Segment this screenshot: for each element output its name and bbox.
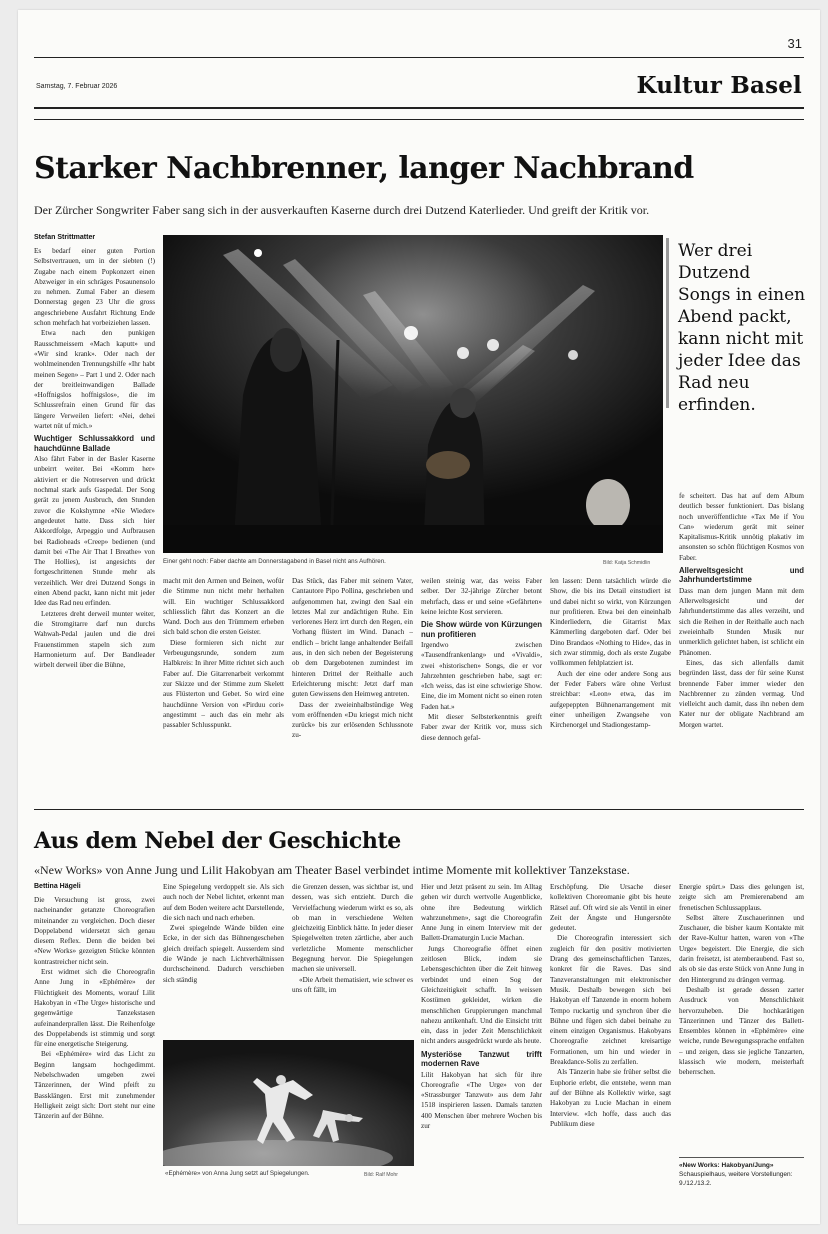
dance-photo bbox=[163, 1040, 414, 1166]
pull-quote: Wer drei Dutzend Songs in einen Abend packt, kann nicht mit jeder Idee das Rad neu erfinden. bbox=[678, 241, 806, 415]
article2-column-2 bbox=[163, 882, 284, 1032]
paragraph: Energie spürt.» Dass dies gelungen ist, zeigte sich am Premierenabend am frenetischen Schlussapplaus. bbox=[679, 883, 804, 912]
event-info-text: Schauspielhaus, weitere Vorstellungen: 9./12./13.2. bbox=[679, 1171, 793, 1187]
paragraph: len lassen: Denn tatsächlich würde die Show, die bis ins Detail einstudiert ist und dabei nicht so wirkt, von Kürzungen nur profitieren. Etwa bei den eineinhalb Kinderliedern, die Gitarrist Max Kämmerling dargeboten darf. Oder bei Dino Brandaos «Nothing to Hide», das in sich zwar stimmig, doch als erste Zugabe vollkommen fehlplatziert ist. bbox=[550, 577, 671, 668]
top-rule bbox=[34, 57, 804, 58]
paragraph: weilen steinig war, das weiss Faber selber. Der 32-jährige Zürcher betont mehrfach, dass er und seine «Gefährten» keine leichte Kost servieren. bbox=[421, 577, 542, 616]
page-number: 31 bbox=[787, 36, 802, 51]
event-info-box bbox=[679, 1161, 804, 1188]
paragraph: Erschöpfung. Die Ursache dieser kollektiven Choreomanie gibt bis heute Rätsel auf. Oft wird sie als Ventil in einer Zeit der Ängste und Hungersnöte gedeutet. bbox=[550, 883, 671, 933]
subheading: Die Show würde von Kürzungen nun profitieren bbox=[421, 620, 542, 639]
dance-stage-image bbox=[163, 1040, 414, 1166]
paragraph: Eines, das sich allenfalls damit begründen lässt, dass der für seine Kunst brennende Faber immer wieder den Nachbrenner zu zünden vermag. Und vielleicht auch damit, dass ihn neben dem Kater nur der obligate Nachbrand am Morgen wartet. bbox=[679, 658, 804, 729]
article1-byline: Stefan Strittmatter bbox=[34, 234, 96, 241]
subheading: Allerweltsgesicht und Jahrhundertstimme bbox=[679, 566, 804, 585]
section-title: Kultur Basel bbox=[636, 72, 802, 99]
article1-headline: Starker Nachbrenner, langer Nachbrand bbox=[34, 151, 694, 186]
paragraph: Also fährt Faber in der Basler Kaserne unbeirrt weiter. Bei «Komm her» aktiviert er die Notreserven und drückt nochmal stark aufs Gaspedal. Der Song gerät zu jenem Ausbruch, den Stunden zuvor die Kokshymne «Nie Wieder» angedeutet hatte. Dass sich hier Akkordfolge, Arpeggio und Aufbrausen bei Radioheads «Creep» bedienen (und damit bei «The Air That I Breathe» von The Hollies), ist angesichts der fortgeschrittenen Stunde mehr als verzeihlich. Wer drei Dutzend Songs in einen Abend packt, kann nicht mit jeder Idee das Rad neu erfinden. bbox=[34, 455, 155, 608]
article2-column-3 bbox=[292, 882, 413, 1032]
event-info-title: «New Works: Hakobyan/Jung» bbox=[679, 1162, 774, 1169]
pull-quote-bar bbox=[666, 238, 669, 408]
article1-column-6 bbox=[679, 491, 804, 800]
paragraph: fe scheitert. Das hat auf dem Album deutlich besser funktioniert. Das bislang noch unveröffentlichte «Tax Me if You Can» wiederum gerät mit seiner Kapitalismus-Kritik unnötig plakativ im ansonsten so schön flüchtigen Kosmos von Faber. bbox=[679, 492, 804, 562]
paragraph: Dass der zweieinhalbstündige Weg vom eröffnenden «Du kriegst mich nicht zurück» bis zur erlösenden Schlussnote zu- bbox=[292, 700, 413, 740]
newspaper-page bbox=[18, 10, 820, 1224]
paragraph: Dass man dem jungen Mann mit dem Allerweltsgesicht und der Jahrhundertstimme das alles verzeiht, und sich die Reihen in der Reithalle auch nach zweieinhalb Stunden Musik nur unmerklich gelichtet haben, ist schlicht ein Phänomen. bbox=[679, 586, 804, 657]
info-rule bbox=[679, 1157, 804, 1158]
article1-column-4 bbox=[421, 576, 542, 800]
article2-headline: Aus dem Nebel der Geschichte bbox=[34, 828, 401, 854]
article2-column-5 bbox=[550, 882, 671, 1194]
paragraph: «Die Arbeit thematisiert, wie schwer es uns oft fällt, im bbox=[292, 975, 413, 994]
paragraph: macht mit den Armen und Beinen, wofür die Stimme nun nicht mehr herhalten will. Ein wuchtiger Schlussakkord schliesslich fährt das Konzert an die Wand. Doch aus den Trümmern erheben sich bald schon die ersten Geister. bbox=[163, 577, 284, 637]
subheading: Mysteriöse Tanzwut trifft modernen Rave bbox=[421, 1049, 542, 1069]
concert-photo bbox=[163, 235, 663, 553]
article2-deck: «New Works» von Anne Jung und Lilit Hakobyan am Theater Basel verbindet intime Momente mit kollektiver Tanzekstase. bbox=[34, 863, 630, 877]
paragraph: Irgendwo zwischen «Tausendfrankenlang» und «Vivaldi», zwei «historischen» Songs, die er vor Jahrzehnten geschrieben habe, sagt er: «Ich weiss, das ist eine schwierige Show. Eine, die im Moment nicht so einen roten Faden hat.» bbox=[421, 641, 542, 711]
paragraph: Als Tänzerin habe sie früher selbst die Euphorie erlebt, die entstehe, wenn man auf der Bühne als Kollektiv wirke, sagt Hakobyan zu Lucie Machan in einem Interview. «Ich hoffe, dass auch das Publikum diese bbox=[550, 1068, 671, 1128]
article1-photo-caption: Einer geht noch: Faber dachte am Donnerstagabend in Basel nicht ans Aufhören. bbox=[163, 558, 386, 565]
paragraph: Hier und Jetzt präsent zu sein. Im Alltag gehen wir durch wertvolle Augenblicke, ohne ihre Bedeutung wirklich wahrzunehmen», sagt die Choreografin Anne Jung in einem Interview mit der Ballett-Dramaturgin Lucie Machan. bbox=[421, 883, 542, 943]
paragraph: Jungs Choreografie öffnet einen zeitlosen Blick, indem sie Lebensgeschichten über die Zeit hinweg verbindet und einen Sog der Gleichzeitigkeit schafft. In weissen Kostümen gekleidet, wirken die menschlichen Gruppierungen manchmal nahezu antikenhaft. Und die Einsicht tritt ein, dass in jeder Zeit Menschlichkeit nicht anders ausgedrückt wurde als heute. bbox=[421, 944, 542, 1046]
article1-column-2 bbox=[163, 576, 284, 800]
article1-column-3 bbox=[292, 576, 413, 800]
article2-photo-credit: Bild: Ralf Mohr bbox=[364, 1172, 399, 1178]
article2-column-1 bbox=[34, 895, 155, 1213]
section-rule-thin bbox=[34, 119, 804, 120]
article2-photo-caption: «Ephémère» von Anna Jung setzt auf Spiegelungen. bbox=[165, 1170, 310, 1177]
paragraph: Diese formieren sich nicht zur Verbeugungsrunde, sondern zum Halbkreis: In ihrer Mitte richtet sich auch Faber auf. Die Gitarrenarbeit verkommt zur Skizze und der Stimme zum Skelett aus Flüsterton und Gebet. So wird eine hauchdünne Version von «Pirduu cori» angestimmt – auch das ein mehr als passabler Schlusspunkt. bbox=[163, 638, 284, 730]
paragraph: Letzteres dreht derweil munter weiter, die Stromgitarre darf nun durchs Wahwah-Pedal jaulen und die drei Frauenstimmen stapeln sich zum Harmonieturm auf. Der Bandleader wirbelt derweil über die Bühne, bbox=[34, 609, 155, 670]
paragraph: Die Versuchung ist gross, zwei nacheinander getanzte Choreografien miteinander zu vergleichen. Doch dieser Doppelabend widersetzt sich genau diesem Reflex. Denn die beiden bei «New Works» gezeigten Stücke könnten kontrastreicher nicht sein. bbox=[34, 896, 155, 966]
paragraph: Zwei spiegelnde Wände bilden eine Ecke, in der sich das Bühnengeschehen gleich dreifach spiegelt. Ausserdem sind die Wände je nach Lichtverhältnissen durchscheinend. Dadurch verschieben sich ständig bbox=[163, 924, 284, 984]
article1-photo-credit: Bild: Katja Schmidlin bbox=[603, 560, 651, 566]
section-rule bbox=[34, 107, 804, 109]
article1-column-5 bbox=[550, 576, 671, 800]
paragraph: Mit dieser Selbsterkenntnis greift Faber zwar der Kritik vor, muss sich diese dennoch gefal- bbox=[421, 713, 542, 742]
concert-stage-image bbox=[163, 235, 663, 553]
article-divider bbox=[34, 809, 804, 810]
subheading: Wuchtiger Schlussakkord und hauchdünne Ballade bbox=[34, 434, 155, 453]
paragraph: Auch der eine oder andere Song aus der Feder Fabers wäre ohne Verlust streichbar: «Leon» etwa, das im aufgepeppten Bühnenarrangement mit einer unheiligen Zwangsehe von Kirchenorgel und Stadiongestamp- bbox=[550, 669, 671, 730]
paragraph: Die Choreografin interessiert sich zugleich für den positiv motivierten Drang des gemeinschaftlichen Tanzes, konkret für die Raves. Das sind Tanzveranstaltungen mit elektronischer Musik. Deshalb bewegen sich bei Hakobyan elf Tanzende in enorm hohem Tempo ruckartig und synchron über die Bühne und fügen sich dabei beinahe zu einem einzigen Organismus. Hakobyans Choreografie zeichnet kreisartige Formationen, um hin und wieder in Breakdance-Solis zu zerfallen. bbox=[550, 934, 671, 1067]
paragraph: Selbst ältere Zuschauerinnen und Zuschauer, die bisher kaum Kontakte mit der Rave-Kultur hatten, waren von «The Urge» begeistert. Die Energie, die sich darin freisetzt, ist atemberaubend. Fast so, als ob sie das erste Stück von Anne Jung in den Hintergrund zu drängen vermag. bbox=[679, 913, 804, 984]
issue-date: Samstag, 7. Februar 2026 bbox=[36, 83, 118, 90]
paragraph: Bei «Ephémère» wird das Licht zu Beginn langsam hochgedimmt. Nebelschwaden umgeben zwei Tänzerinnen, der Wind pfeift zu Bassklängen. Erst mit zunehmender Helligkeit zeigt sich: Dort steht nur eine Tänzerin auf der Bühne. bbox=[34, 1050, 155, 1121]
article1-deck: Der Zürcher Songwriter Faber sang sich in der ausverkauften Kaserne durch drei Dutzend Katerlieder. Und greift der Kritik vor. bbox=[34, 203, 650, 217]
paragraph: Lilit Hakobyan hat sich für ihre Choreografie «The Urge» von der «Strassburger Tanzwut» aus dem Jahr 1518 inspirieren lassen. Damals tanzten 400 Menschen über mehrere Wochen bis zur bbox=[421, 1070, 542, 1131]
paragraph: die Grenzen dessen, was sichtbar ist, und dessen, was sich entzieht. Durch die Vervielfachung wiederum wirkt es so, als ob man in verschiedene Welten gleichzeitig Einblick hätte. In jeder dieser Spiegelwelten treten zärtliche, aber auch verletzliche Momente menschlicher Begegnung hervor. Die Spiegelungen machen sie universell. bbox=[292, 883, 413, 974]
paragraph: Eine Spiegelung verdoppelt sie. Als sich auch noch der Nebel lichtet, erkennt man auf dem Boden weitere acht Darstellende, die sich nach und nach erheben. bbox=[163, 883, 284, 922]
paragraph: Erst widmet sich die Choreografin Anne Jung in «Ephémère» der Flüchtigkeit des Moments, worauf Lilit Hakobyan in «The Urge» historische und gegenwärtige Tanzekstasen aufeinanderprallen lässt. Die Reihenfolge des Doppelabends ist stimmig und sorgt für eine energetische Steigerung. bbox=[34, 968, 155, 1049]
paragraph: Deshalb ist gerade dessen zarter Ausdruck von Menschlichkeit hervorzuheben. Die hochkarätigen Tänzerinnen und Tänzer des Ballett-Ensembles können in «Ephémère» eine weiche, runde Bewegungssprache entfalten – und zeigen, dass sie jegliche Tanzarten, klassisch wie modern, meisterhaft beherrschen. bbox=[679, 985, 804, 1077]
paragraph: Es bedarf einer guten Portion Selbstvertrauen, um in der siebten (!) Zugabe nach einem Popkonzert einen Abzweiger in ein schräges Posaunensolo zu nehmen. Zumal Faber an diesem Donnerstag gegen 23 Uhr die gross angeschriebene Ausfahrt Richtung Ende schon mehrfach hat vorbeiziehen lassen. bbox=[34, 247, 155, 328]
article2-byline: Bettina Hägeli bbox=[34, 883, 81, 890]
paragraph: Etwa nach den punkigen Rausschmeissern «Mach kaputt» und «Wir sind krank». Oder nach der wohlmeinenden Trennungshilfe «Ihr habt meinen Segen» – Part 1 und 2. Oder nach der breitleinwandigen Ballade «Hoffnigslos hoffnigslos», die im Schlussrefrain einen Grund für das längere Verweilen liefert: «Nei, dehei wartet nüt uf mich.» bbox=[34, 329, 155, 431]
article2-column-6 bbox=[679, 882, 804, 1152]
article2-column-4 bbox=[421, 882, 542, 1194]
article1-column-1 bbox=[34, 246, 155, 801]
paragraph: Das Stück, das Faber mit seinem Vater, Cantautore Pipo Pollina, geschrieben und aufgenommen hat, zwingt den Saal ein letztes Mal zur andächtigen Ruhe. Ein verlorenes Herz irrt durch den Regen, ein Vorhang flüstert im Wind. Danach – endlich – bricht lange anhaltender Beifall aus, in den sich neben der Begeisterung ob dem Dargebotenen zumindest im hinteren Drittel der Reithalle auch Erleichterung mischt: Jetzt darf man guten Gewissens den Heimweg antreten. bbox=[292, 577, 413, 699]
